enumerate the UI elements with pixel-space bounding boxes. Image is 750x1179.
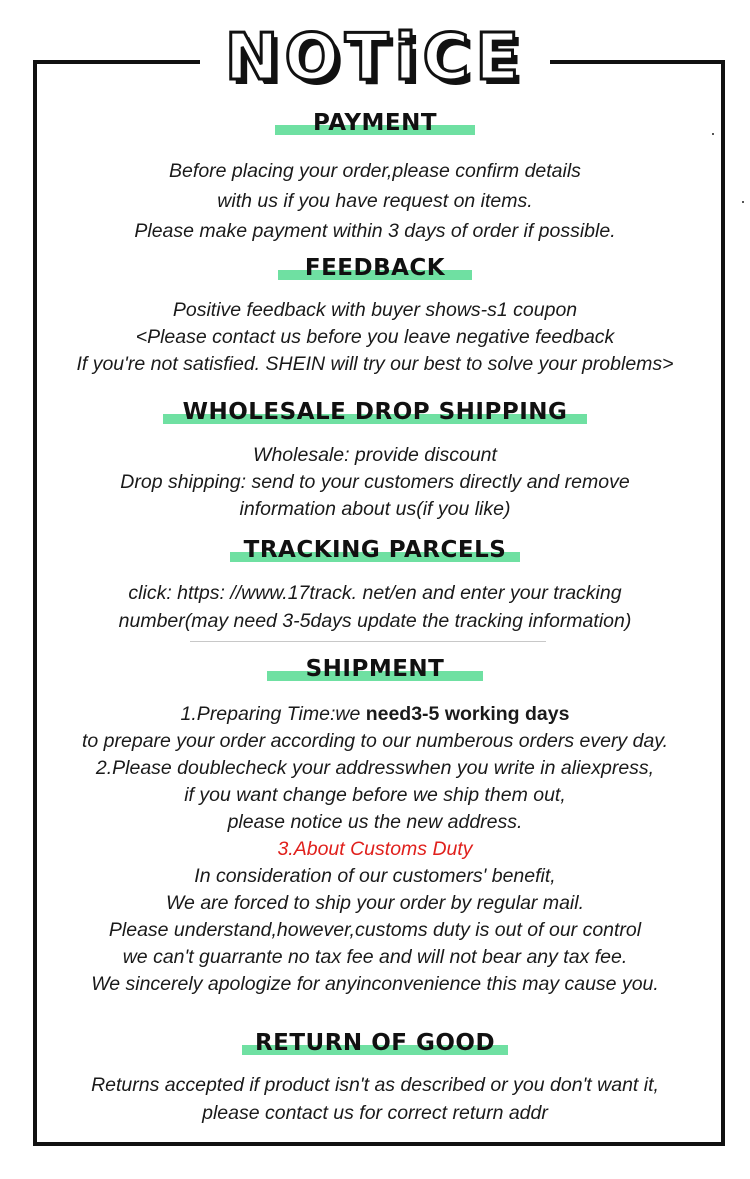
heading-label: PAYMENT bbox=[312, 110, 438, 136]
returns-text bbox=[0, 1071, 750, 1127]
text-line: <Please contact us before you leave negative feedback bbox=[135, 326, 615, 348]
text-line: In consideration of our customers' benefit, bbox=[194, 865, 556, 887]
page-title: NOTiCE bbox=[224, 21, 526, 95]
title-wrap bbox=[200, 18, 550, 98]
line-prefix: 1.Preparing Time:we bbox=[180, 703, 366, 725]
text-line: Please understand,however,customs duty is out of our control bbox=[108, 919, 642, 941]
text-line: If you're not satisfied. SHEIN will try our best to solve your problems> bbox=[76, 353, 674, 375]
tracking-text bbox=[0, 579, 750, 635]
section-heading-feedback bbox=[0, 253, 750, 283]
section-heading-tracking bbox=[0, 535, 750, 565]
working-days-emphasis: need3-5 working days bbox=[365, 703, 570, 725]
text-line: We sincerely apologize for anyinconvenience this may cause you. bbox=[91, 973, 659, 995]
customs-duty-heading: 3.About Customs Duty bbox=[277, 838, 473, 860]
text-line: Drop shipping: send to your customers directly and remove bbox=[120, 471, 630, 493]
shipment-text bbox=[0, 701, 750, 998]
text-line: Before placing your order,please confirm details bbox=[169, 160, 581, 182]
section-heading-wholesale bbox=[0, 397, 750, 427]
heading-label: TRACKING PARCELS bbox=[243, 537, 507, 563]
text-line: with us if you have request on items. bbox=[217, 190, 533, 212]
payment-text bbox=[0, 156, 750, 246]
text-line: if you want change before we ship them out, bbox=[184, 784, 566, 806]
text-line bbox=[0, 701, 750, 728]
text-line: Positive feedback with buyer shows-s1 coupon bbox=[172, 299, 578, 321]
text-line: information about us(if you like) bbox=[239, 498, 511, 520]
heading-label: FEEDBACK bbox=[304, 255, 446, 281]
text-line: We are forced to ship your order by regular mail. bbox=[166, 892, 584, 914]
text-line: click: https: //www.17track. net/en and enter your tracking bbox=[128, 582, 622, 604]
text-line: Please make payment within 3 days of order if possible. bbox=[134, 220, 616, 242]
heading-label: RETURN OF GOOD bbox=[254, 1030, 496, 1056]
text-line: please notice us the new address. bbox=[227, 811, 523, 833]
heading-label: SHIPMENT bbox=[305, 656, 445, 682]
text-line: we can't guarrante no tax fee and will not bear any tax fee. bbox=[122, 946, 628, 968]
feedback-text bbox=[0, 297, 750, 378]
text-line: to prepare your order according to our numberous orders every day. bbox=[81, 730, 669, 752]
divider bbox=[190, 641, 546, 642]
text-line: 2.Please doublecheck your addresswhen you write in aliexpress, bbox=[95, 757, 655, 779]
text-line: number(may need 3-5days update the tracking information) bbox=[118, 610, 632, 632]
section-heading-payment bbox=[0, 108, 750, 138]
text-line: please contact us for correct return addr bbox=[202, 1102, 548, 1124]
text-line: Wholesale: provide discount bbox=[253, 444, 497, 466]
text-line: Returns accepted if product isn't as described or you don't want it, bbox=[91, 1074, 659, 1096]
section-heading-shipment bbox=[0, 654, 750, 684]
section-heading-returns bbox=[0, 1028, 750, 1058]
wholesale-text bbox=[0, 442, 750, 523]
heading-label: WHOLESALE DROP SHIPPING bbox=[182, 399, 568, 425]
